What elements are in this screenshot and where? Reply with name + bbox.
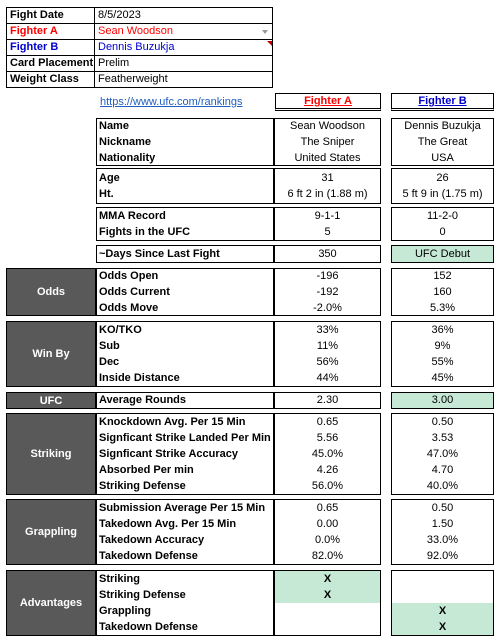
fighter-a-label: Fighter A: [10, 25, 58, 37]
fighter-a-name: Sean Woodson: [289, 120, 366, 132]
fighter-b-age: 26: [436, 172, 449, 184]
height-label: Ht.: [99, 188, 114, 200]
fighter-b-select[interactable]: Dennis Buzukja: [98, 41, 175, 53]
fighter-b-absorbed: 4.70: [431, 464, 454, 476]
fighter-b-header: Fighter B: [391, 93, 494, 111]
card-placement-value[interactable]: Prelim: [98, 57, 130, 69]
fighter-a-takedown-avg: 0.00: [316, 518, 339, 530]
age-label: Age: [99, 172, 120, 184]
ufc-fights-label: Fights in the UFC: [99, 226, 191, 238]
name-label: Name: [99, 120, 129, 132]
fighter-a-days: 350: [318, 248, 337, 260]
nickname-label: Nickname: [99, 136, 151, 148]
fighter-a-odds-current: -192: [316, 286, 339, 298]
fighter-a-mma-record: 9-1-1: [314, 210, 341, 222]
odds-open-label: Odds Open: [99, 270, 159, 282]
chevron-down-icon[interactable]: [262, 30, 268, 34]
fighter-a-sub: 11%: [316, 340, 339, 352]
fighter-a-absorbed: 4.26: [316, 464, 339, 476]
fighter-b-ko: 36%: [431, 324, 454, 336]
fighter-b-takedown-defense: 92.0%: [426, 550, 459, 562]
fighter-b-ufc-fights: 0: [439, 226, 446, 238]
submission-avg-label: Submission Average Per 15 Min: [99, 502, 266, 514]
takedown-accuracy-label: Takedown Accuracy: [99, 534, 205, 546]
sig-strike-landed-label: Signficant Strike Landed Per Min: [99, 432, 271, 444]
dec-label: Dec: [99, 356, 120, 368]
fighter-b-height: 5 ft 9 in (1.75 m): [402, 188, 483, 200]
fighter-a-ssa: 45.0%: [311, 448, 344, 460]
fighter-a-select[interactable]: Sean Woodson: [98, 25, 174, 37]
odds-current-label: Odds Current: [99, 286, 170, 298]
mma-record-label: MMA Record: [99, 210, 166, 222]
card-placement-label: Card Placement: [10, 57, 94, 69]
fighter-a-rounds: 2.30: [316, 394, 339, 406]
fighter-b-sub: 9%: [434, 340, 451, 352]
nationality-label: Nationality: [99, 152, 156, 164]
fighter-b-days: UFC Debut: [414, 248, 471, 260]
fighter-a-takedown-defense: 82.0%: [311, 550, 344, 562]
adv-striking-defense-label: Striking Defense: [99, 589, 186, 601]
win-by-section-header: Win By: [6, 321, 96, 387]
fighter-a-ufc-fights: 5: [324, 226, 331, 238]
fighter-a-ko: 33%: [316, 324, 339, 336]
fighter-b-odds-open: 152: [433, 270, 452, 282]
adv-striking-label: Striking: [99, 573, 140, 585]
advantages-section-header: Advantages: [6, 570, 96, 636]
fighter-a-odds-move: -2.0%: [313, 302, 342, 314]
fight-date-value[interactable]: 8/5/2023: [98, 9, 141, 21]
odds-section-header: Odds: [6, 268, 96, 316]
weight-class-value[interactable]: Featherweight: [98, 73, 168, 85]
fighter-a-odds-open: -196: [316, 270, 339, 282]
fighter-b-nationality: USA: [431, 152, 454, 164]
fighter-a-takedown-accuracy: 0.0%: [314, 534, 341, 546]
comment-marker-icon: [267, 41, 272, 46]
fighter-a-header: Fighter A: [275, 93, 381, 111]
odds-move-label: Odds Move: [99, 302, 159, 314]
adv-grappling-label: Grappling: [99, 605, 151, 617]
fighter-a-age: 31: [321, 172, 334, 184]
striking-defense-label: Striking Defense: [99, 480, 186, 492]
fighter-a-height: 6 ft 2 in (1.88 m): [287, 188, 368, 200]
fighter-b-rounds: 3.00: [431, 394, 454, 406]
fighter-b-dec: 55%: [431, 356, 454, 368]
ko-tko-label: KO/TKO: [99, 324, 142, 336]
average-rounds-label: Average Rounds: [99, 394, 187, 406]
knockdown-avg-label: Knockdown Avg. Per 15 Min: [99, 416, 246, 428]
fighter-b-mma-record: 11-2-0: [427, 210, 458, 222]
fighter-b-takedown-accuracy: 33.0%: [426, 534, 459, 546]
weight-class-label: Weight Class: [10, 73, 79, 85]
sub-label: Sub: [99, 340, 120, 352]
fighter-b-knockdown: 0.50: [431, 416, 454, 428]
fighter-b-ssa: 47.0%: [426, 448, 459, 460]
fighter-b-inside: 45%: [431, 372, 454, 384]
fighter-b-odds-move: 5.3%: [429, 302, 456, 314]
fighter-a-inside: 44%: [316, 372, 339, 384]
fighter-b-nickname: The Great: [417, 136, 468, 148]
fighter-a-adv-striking-defense: X: [323, 589, 332, 601]
fighter-b-takedown-avg: 1.50: [431, 518, 454, 530]
inside-distance-label: Inside Distance: [99, 372, 180, 384]
fighter-b-name: Dennis Buzukja: [404, 120, 481, 132]
fighter-b-adv-takedown-defense: X: [438, 621, 447, 633]
fighter-b-label: Fighter B: [10, 41, 59, 53]
fighter-b-ssl: 3.53: [431, 432, 454, 444]
rankings-link[interactable]: https://www.ufc.com/rankings: [100, 96, 243, 108]
fighter-a-submission-avg: 0.65: [316, 502, 339, 514]
ufc-section-header: UFC: [6, 392, 96, 409]
fighter-a-nickname: The Sniper: [300, 136, 355, 148]
fighter-b-odds-current: 160: [433, 286, 452, 298]
fighter-b-submission-avg: 0.50: [431, 502, 454, 514]
takedown-avg-label: Takedown Avg. Per 15 Min: [99, 518, 237, 530]
fighter-a-ssl: 5.56: [316, 432, 339, 444]
absorbed-per-min-label: Absorbed Per min: [99, 464, 194, 476]
days-since-label: ~Days Since Last Fight: [99, 248, 220, 260]
fight-date-label: Fight Date: [10, 9, 64, 21]
adv-takedown-defense-label: Takedown Defense: [99, 621, 198, 633]
fighter-a-knockdown: 0.65: [316, 416, 339, 428]
fighter-a-striking-defense: 56.0%: [311, 480, 344, 492]
fighter-a-dec: 56%: [316, 356, 339, 368]
grappling-section-header: Grappling: [6, 499, 96, 565]
takedown-defense-label: Takedown Defense: [99, 550, 198, 562]
fighter-a-adv-striking: X: [323, 573, 332, 585]
sig-strike-accuracy-label: Signficant Strike Accuracy: [99, 448, 238, 460]
fighter-a-nationality: United States: [294, 152, 361, 164]
striking-section-header: Striking: [6, 413, 96, 495]
fighter-b-adv-grappling: X: [438, 605, 447, 617]
fighter-b-striking-defense: 40.0%: [426, 480, 459, 492]
